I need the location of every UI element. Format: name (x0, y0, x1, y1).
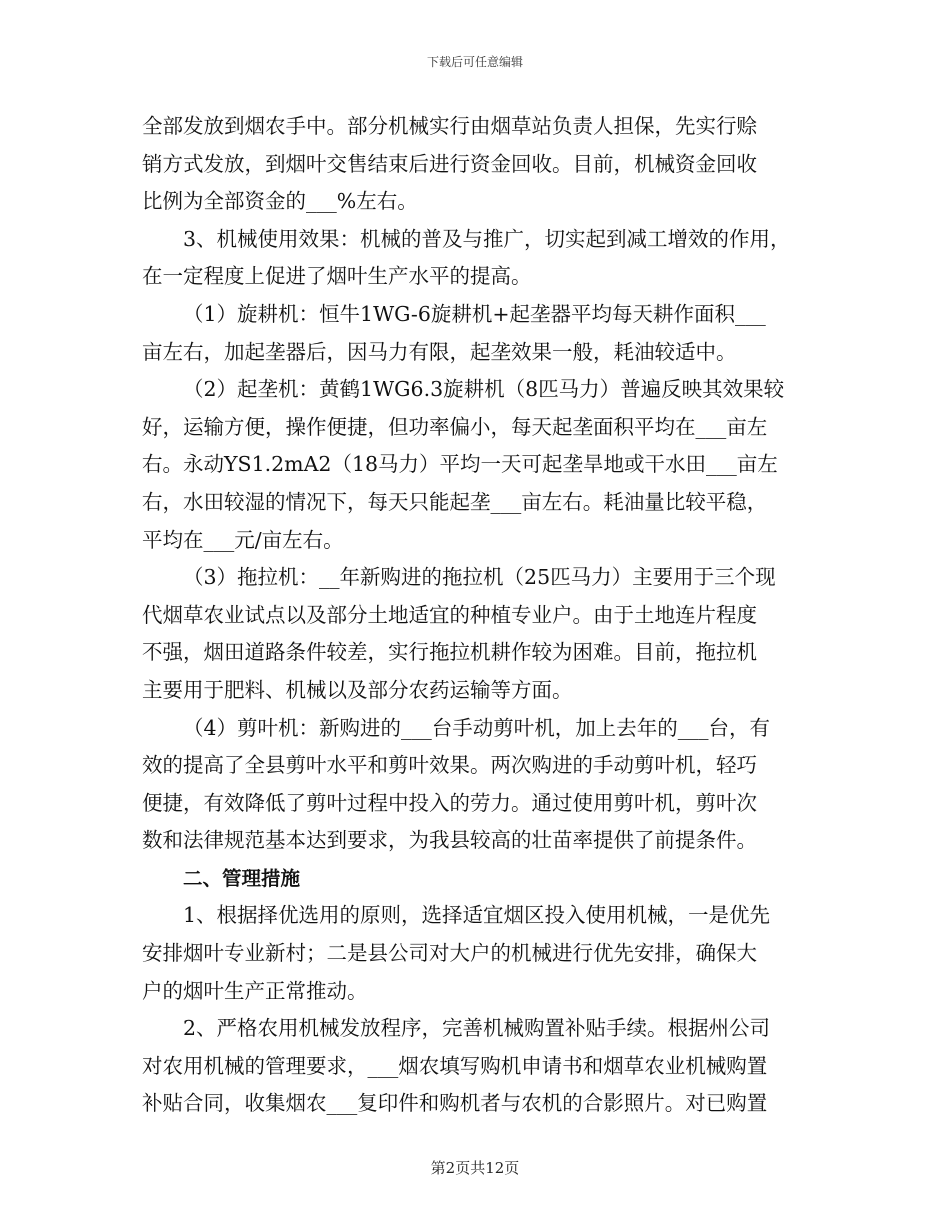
page-header: 下载后可任意编辑 (426, 55, 523, 69)
text-line: （1）旋耕机：恒牛1WG-6旋耕机+起垄器平均每天耕作面积___ (183, 301, 766, 326)
text-line: 平均在___元/亩左右。 (142, 527, 344, 552)
text-line: （2）起垄机：黄鹤1WG6.3旋耕机（8匹马力）普遍反映其效果较 (183, 377, 785, 402)
text-line: 主要用于肥料、机械以及部分农药运输等方面。 (142, 677, 573, 702)
text-line: 户的烟叶生产正常推动。 (142, 978, 368, 1003)
text-line: 右。永动YS1.2mA2（18马力）平均一天可起垄旱地或干水田___亩左 (142, 452, 778, 477)
text-line: 效的提高了全县剪叶水平和剪叶效果。两次购进的手动剪叶机，轻巧 (142, 753, 757, 778)
text-line: 1、根据择优选用的原则，选择适宜烟区投入使用机械，一是优先 (183, 903, 771, 928)
text-line: 右，水田较湿的情况下，每天只能起垄___亩左右。耗油量比较平稳， (142, 489, 768, 514)
text-line: （3）拖拉机：__年新购进的拖拉机（25匹马力）主要用于三个现 (183, 565, 776, 590)
text-line: 数和法律规范基本达到要求，为我县较高的壮苗率提供了前提条件。 (142, 828, 757, 853)
text-line: 对农用机械的管理要求，___烟农填写购机申请书和烟草农业机械购置 (142, 1053, 768, 1078)
text-line: 不强，烟田道路条件较差，实行拖拉机耕作较为困难。目前，拖拉机 (142, 640, 757, 665)
text-line: 补贴合同，收集烟农___复印件和购机者与农机的合影照片。对已购置 (142, 1091, 768, 1116)
text-line: 3、机械使用效果：机械的普及与推广，切实起到减工增效的作用， (183, 226, 791, 251)
text-line: 安排烟叶专业新村；二是县公司对大户的机械进行优先安排，确保大 (142, 941, 757, 966)
section-heading: 二、管理措施 (183, 866, 301, 890)
text-line: 比例为全部资金的___%左右。 (142, 189, 418, 214)
text-line: 2、严格农用机械发放程序，完善机械购置补贴手续。根据州公司 (183, 1016, 771, 1041)
text-line: 好，运输方便，操作便捷，但功率偏小，每天起垄面积平均在___亩左 (142, 414, 768, 439)
page-footer: 第2页共12页 (430, 1159, 520, 1177)
text-line: （4）剪叶机：新购进的___台手动剪叶机，加上去年的___台，有 (183, 715, 771, 740)
text-line: 全部发放到烟农手中。部分机械实行由烟草站负责人担保，先实行赊 (142, 114, 757, 138)
document-body (142, 108, 822, 1123)
text-line: 代烟草农业试点以及部分土地适宜的种植专业户。由于土地连片程度 (142, 602, 757, 627)
text-line: 销方式发放，到烟叶交售结束后进行资金回收。目前，机械资金回收 (142, 151, 757, 176)
text-line: 便捷，有效降低了剪叶过程中投入的劳力。通过使用剪叶机，剪叶次 (142, 790, 757, 815)
text-line: 亩左右，加起垄器后，因马力有限，起垄效果一般，耗油较适中。 (142, 339, 737, 364)
text-line: 在一定程度上促进了烟叶生产水平的提高。 (142, 264, 532, 289)
